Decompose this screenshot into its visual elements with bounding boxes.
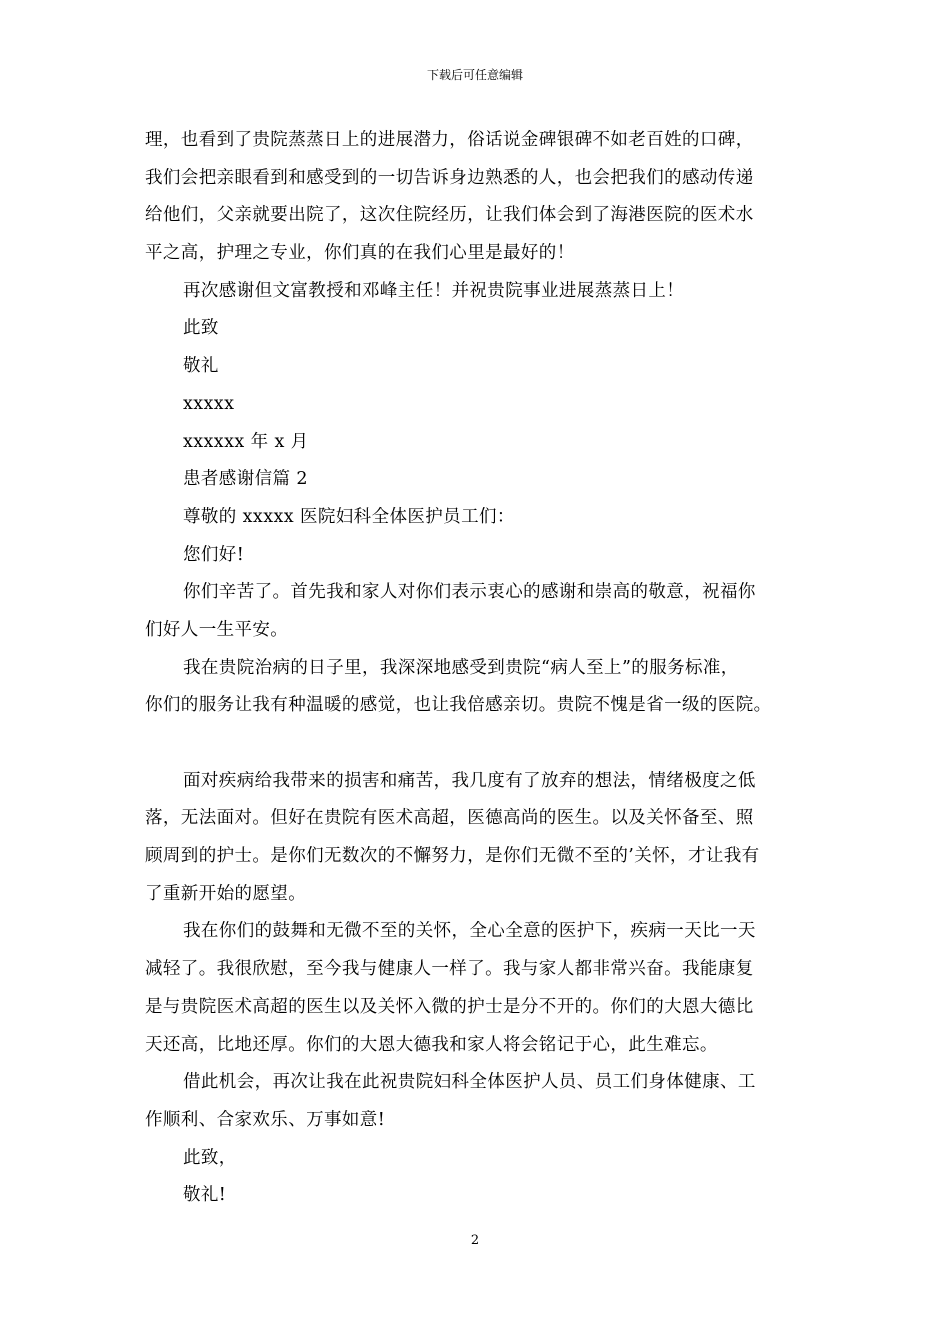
letter-greeting-hello: 您们好!	[183, 544, 245, 565]
closing-regards: 敬礼	[183, 356, 219, 377]
paragraph-line: 平之高，护理之专业，你们真的在我们心里是最好的！	[145, 243, 575, 264]
paragraph-line: 天还高，比地还厚。你们的大恩大德我和家人将会铭记于心，此生难忘。	[145, 1034, 718, 1055]
letter-greeting: 尊敬的 xxxxx 医院妇科全体医护员工们：	[183, 506, 515, 527]
signature-name: xxxxx	[183, 393, 235, 414]
document-body	[145, 122, 825, 1215]
closing-regards: 敬礼!	[183, 1185, 227, 1206]
section-title: 患者感谢信篇 2	[183, 469, 308, 490]
closing-salutation: 此致，	[183, 1147, 237, 1168]
paragraph-line: 你们辛苦了。首先我和家人对你们表示衷心的感谢和崇高的敬意，祝福你	[183, 582, 756, 603]
paragraph-line: 了重新开始的愿望。	[145, 883, 307, 904]
paragraph-line: 落，无法面对。但好在贵院有医术高超，医德高尚的医生。以及关怀备至、照	[145, 808, 754, 829]
paragraph-line: 我在你们的鼓舞和无微不至的关怀，全心全意的医护下，疾病一天比一天	[183, 921, 756, 942]
paragraph-line: 作顺利、合家欢乐、万事如意!	[145, 1109, 386, 1130]
paragraph-line: 是与贵院医术高超的医生以及关怀入微的护士是分不开的。你们的大恩大德比	[145, 996, 754, 1017]
paragraph-line: 再次感谢但文富教授和邓峰主任！并祝贵院事业进展蒸蒸日上！	[183, 280, 685, 301]
paragraph-line: 我在贵院治病的日子里，我深深地感受到贵院“病人至上”的服务标准，	[183, 657, 739, 678]
paragraph-line: 们好人一生平安。	[145, 619, 289, 640]
page-header: 下载后可任意编辑	[426, 68, 523, 82]
paragraph-line: 面对疾病给我带来的损害和痛苦，我几度有了放弃的想法，情绪极度之低	[183, 770, 756, 791]
paragraph-line: 我们会把亲眼看到和感受到的一切告诉身边熟悉的人，也会把我们的感动传递	[145, 167, 754, 188]
paragraph-line: 顾周到的护士。是你们无数次的不懈努力，是你们无微不至的’关怀，才让我有	[145, 846, 760, 867]
blank-line	[145, 725, 825, 763]
paragraph-line: 借此机会，再次让我在此祝贵院妇科全体医护人员、员工们身体健康、工	[183, 1072, 756, 1093]
paragraph-line: 理，也看到了贵院蒸蒸日上的进展潜力，俗话说金碑银碑不如老百姓的口碑，	[145, 130, 754, 150]
signature-date: xxxxxx 年 x 月	[183, 431, 309, 452]
closing-salutation: 此致	[183, 318, 219, 339]
page-number: 2	[470, 1233, 480, 1248]
paragraph-line: 减轻了。我很欣慰，至今我与健康人一样了。我与家人都非常兴奋。我能康复	[145, 959, 754, 980]
paragraph-line: 你们的服务让我有种温暖的感觉，也让我倍感亲切。贵院不愧是省一级的医院。	[145, 695, 772, 716]
paragraph-line: 给他们，父亲就要出院了，这次住院经历，让我们体会到了海港医院的医术水	[145, 205, 754, 226]
